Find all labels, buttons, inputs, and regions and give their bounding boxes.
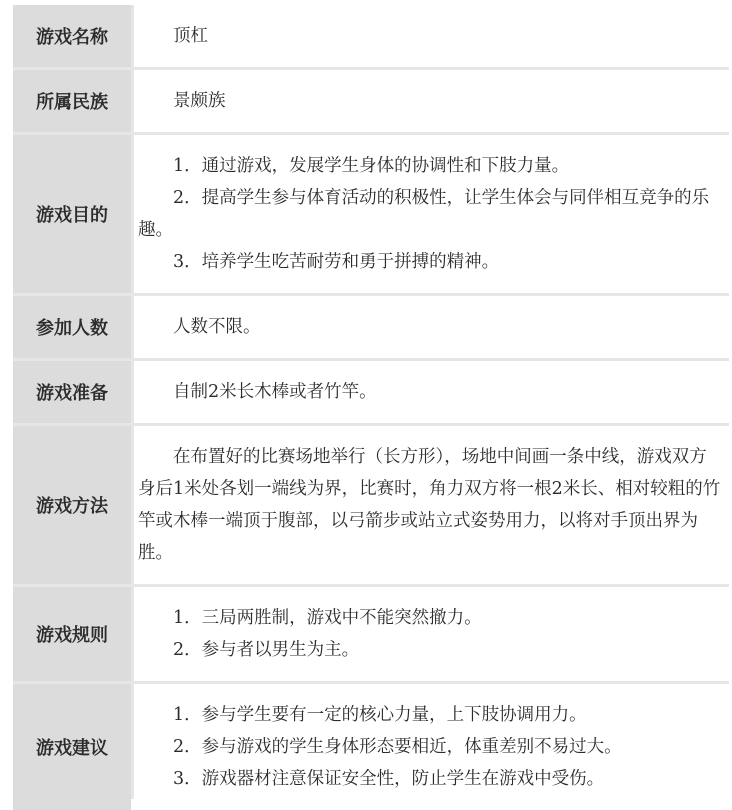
content-line: 3．培养学生吃苦耐劳和勇于拼搏的精神。 xyxy=(173,252,500,272)
content-line: 自制2米长木棒或者竹竿。 xyxy=(173,382,377,402)
row-value-game-purpose xyxy=(134,135,729,293)
row-label-participants: 参加人数 xyxy=(13,296,131,358)
content-line: 2．参与者以男生为主。 xyxy=(173,640,360,660)
row-value-rules xyxy=(134,587,729,681)
row-value-participants xyxy=(134,296,729,358)
content-line: 景颇族 xyxy=(173,91,226,111)
game-info-table xyxy=(13,5,729,799)
row-value-method xyxy=(134,426,729,584)
content-line: 2．参与游戏的学生身体形态要相近，体重差别不易过大。 xyxy=(173,737,622,757)
content-line: 人数不限。 xyxy=(173,317,261,337)
content-line: 顶杠 xyxy=(173,26,208,46)
row-label-ethnic-group: 所属民族 xyxy=(13,70,131,132)
content-line: 3．游戏器材注意保证安全性，防止学生在游戏中受伤。 xyxy=(173,769,605,789)
row-value-suggestions xyxy=(134,684,729,810)
content-line: 1．参与学生要有一定的核心力量，上下肢协调用力。 xyxy=(173,705,587,725)
row-label-preparation: 游戏准备 xyxy=(13,361,131,423)
content-line: 1．通过游戏，发展学生身体的协调性和下肢力量。 xyxy=(173,156,570,176)
content-line: 2．提高学生参与体育活动的积极性，让学生体会与同伴相互竞争的乐趣。 xyxy=(138,188,710,240)
row-value-preparation xyxy=(134,361,729,423)
row-label-game-purpose: 游戏目的 xyxy=(13,135,131,293)
row-label-suggestions: 游戏建议 xyxy=(13,684,131,810)
content-line: 在布置好的比赛场地举行（长方形），场地中间画一条中线，游戏双方身后1米处各划一端线为界，比赛时，角力双方将一根2米长、相对较粗的竹竿或木棒一端顶于腹部，以弓箭步或站立式姿势用力，以将对手顶出界为胜。 xyxy=(138,447,721,563)
row-label-method: 游戏方法 xyxy=(13,426,131,584)
row-label-game-name: 游戏名称 xyxy=(13,5,131,67)
row-value-ethnic-group xyxy=(134,70,729,132)
row-label-rules: 游戏规则 xyxy=(13,587,131,681)
row-value-game-name xyxy=(134,5,729,67)
content-line: 1．三局两胜制，游戏中不能突然撤力。 xyxy=(173,608,482,628)
